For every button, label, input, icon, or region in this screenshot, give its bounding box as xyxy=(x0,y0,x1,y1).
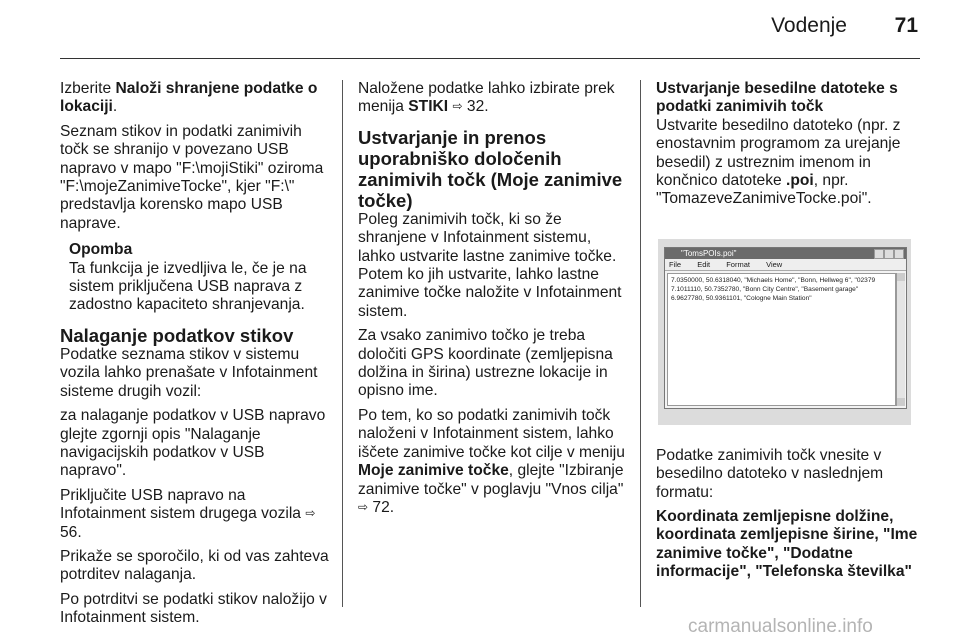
page-reference-link[interactable]: 32. xyxy=(466,98,489,116)
column-3 xyxy=(656,80,926,588)
menu-format: Format xyxy=(726,259,750,269)
page-header-title: Vodenje xyxy=(771,14,847,37)
text: Ustvarite besedilno datoteko (npr. z enostavnim programom za urejanje besedil) z ustreznim imenom in končnico datoteke xyxy=(656,116,901,190)
header-rule xyxy=(60,58,920,59)
column-divider-1 xyxy=(342,80,343,607)
text: Priključite USB napravo na Infotainment sistem drugega vozila xyxy=(60,486,306,523)
text: Naložene podatke lahko izbirate prek menija xyxy=(358,80,615,116)
text: , glejte "Izbiranje zanimive točke" v poglavju "Vnos cilja" xyxy=(358,462,624,498)
editor-text-area xyxy=(667,273,896,406)
paragraph: Podatke zanimivih točk vnesite v besedilno datoteko v naslednjem formatu: xyxy=(656,446,884,501)
window-title: "TomsPOIs.poi" xyxy=(681,248,737,258)
scroll-up-icon xyxy=(897,273,905,281)
note-box xyxy=(69,241,330,315)
text-editor-screenshot xyxy=(658,239,911,425)
close-icon xyxy=(894,249,904,259)
window-titlebar xyxy=(665,248,906,259)
arrow-right-icon: ⇨ xyxy=(305,506,316,521)
page-number: 71 xyxy=(894,14,918,37)
column-2 xyxy=(358,80,628,523)
column-divider-2 xyxy=(640,80,641,607)
format-specification: Koordinata zemljepisne dolžine, koordinata zemljepisne širine, "Ime zanimive točke", "Dodatne informacije", "Telefonska številka" xyxy=(656,508,918,581)
paragraph xyxy=(656,117,926,209)
paragraph xyxy=(656,508,926,582)
scroll-down-icon xyxy=(897,398,905,406)
poi-line: 7.1011110, 50.7352780, "Bonn City Centre", "Basement garage" xyxy=(671,285,859,293)
subsection-heading: Ustvarjanje besedilne datoteke s podatki zanimivih točk xyxy=(656,80,898,116)
arrow-right-icon: ⇨ xyxy=(358,499,369,514)
menu-option-text: Moje zanimive točke xyxy=(358,462,509,480)
paragraph xyxy=(60,487,330,542)
menu-file: File xyxy=(669,259,682,269)
page-reference-link[interactable]: 72. xyxy=(372,498,395,516)
paragraph: Prikaže se sporočilo, ki od vas zahteva potrditev nalaganja. xyxy=(60,547,329,584)
column-1 xyxy=(60,80,330,634)
text: Po tem, ko so podatki zanimivih točk naloženi v Infotainment sistem, lahko iščete zanimive točke kot cilje v meniju xyxy=(358,406,625,461)
paragraph: Po potrditvi se podatki stikov naložijo v Infotainment sistem. xyxy=(60,590,327,627)
paragraph xyxy=(60,80,330,117)
poi-line: 7.0350000, 50.6318040, "Michaels Home", "Bonn, Hellweg 6", "02379 xyxy=(671,276,876,284)
poi-line: 6.9627780, 50.9361101, "Cologne Main Station" xyxy=(671,294,812,302)
paragraph: Podatke seznama stikov v sistemu vozila lahko prenašate v Infotainment sisteme drugih vozil: xyxy=(60,345,318,400)
file-extension-text: .poi xyxy=(786,172,814,190)
section-heading: Nalaganje podatkov stikov xyxy=(60,324,294,346)
paragraph: Poleg zanimivih točk, ki so že shranjene v Infotainment sistemu, lahko ustvarite lastne zanimive točke. Potem ko jih ustvarite, lahko lastne zanimive točke naložite v Infotainment sistem. xyxy=(358,210,622,320)
page-reference-link[interactable]: 56. xyxy=(60,523,82,541)
editor-window xyxy=(664,247,907,409)
arrow-right-icon: ⇨ xyxy=(452,99,463,114)
text: Izberite xyxy=(60,80,116,97)
text: , npr. "TomazeveZanimiveTocke.poi". xyxy=(656,172,872,208)
section-heading: Ustvarjanje in prenos uporabniško določenih zanimivih točk (Moje zanimive točke) xyxy=(358,126,623,211)
minimize-icon xyxy=(874,249,884,259)
menu-edit: Edit xyxy=(697,259,711,269)
note-text: Ta funkcija je izvedljiva le, če je na sistem priključena USB naprava z zadostno kapaciteto shranjevanja. xyxy=(69,259,307,314)
paragraph: Za vsako zanimivo točko je treba določiti GPS koordinate (zemljepisna dolžina in širina) ustrezne lokacije in opisno ime. xyxy=(358,327,613,400)
editor-menubar xyxy=(665,259,906,271)
menu-view: View xyxy=(766,259,783,269)
paragraph xyxy=(358,407,628,517)
menu-option-text: Naloži shranjene podatke o lokaciji xyxy=(60,80,318,116)
text: . xyxy=(112,98,118,116)
watermark: carmanualsonline.info xyxy=(688,616,873,637)
paragraph: Seznam stikov in podatki zanimivih točk se shranijo v povezano USB napravo v mapo "F:\mojiStiki" oziroma "F:\mojeZanimiveTocke", kjer "F:\" predstavlja korensko mapo USB naprave. xyxy=(60,122,324,232)
editor-scrollbar xyxy=(896,273,905,406)
maximize-icon xyxy=(884,249,894,259)
menu-option-text: STIKI xyxy=(408,98,449,116)
paragraph xyxy=(358,80,628,117)
note-title: Opomba xyxy=(69,241,133,259)
paragraph: za nalaganje podatkov v USB napravo glejte zgornji opis "Nalaganje navigacijskih podatkov v USB napravo". xyxy=(60,407,326,480)
